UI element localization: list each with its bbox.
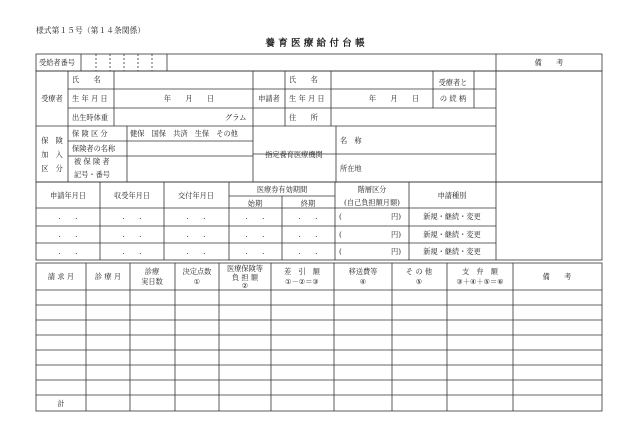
app-header-receipt-date: 収受年月日 xyxy=(114,191,150,200)
insurance-type-options[interactable]: 健保 国保 共済 生保 その他 xyxy=(130,129,238,138)
app-row-1-validity-start[interactable]: . . xyxy=(245,212,265,221)
applicant-name-label: 氏 名 xyxy=(289,75,318,84)
app-row-3-validity-start[interactable]: . . xyxy=(245,247,265,256)
bill-header-difference-1: 差 引 額 xyxy=(284,267,320,276)
bill-header-billing-month: 請 求 月 xyxy=(47,272,75,281)
remarks-field[interactable] xyxy=(497,72,601,181)
facility-name-field[interactable] xyxy=(368,127,495,153)
total-label: 計 xyxy=(57,399,65,408)
app-row-2-type[interactable]: 新規・継続・変更 xyxy=(423,230,481,239)
app-header-application-date: 申請年月日 xyxy=(50,191,86,200)
app-row-1-type[interactable]: 新規・継続・変更 xyxy=(423,212,481,221)
app-row-2-amount-close: 円) xyxy=(391,230,401,239)
insurer-name-label: 保険者の名称 xyxy=(72,144,116,153)
insured-label-2: 記号・番号 xyxy=(74,170,110,179)
app-row-2-validity-end[interactable]: . . xyxy=(298,230,318,239)
bill-header-difference-2: ①－②＝③ xyxy=(285,277,319,286)
patient-dob-value: 年 月 日 xyxy=(163,94,215,103)
app-row-1-issue-date[interactable]: . . xyxy=(186,212,206,221)
insurance-section-line-3: 区 分 xyxy=(41,164,63,173)
insurance-section-line-2: 加 入 xyxy=(41,150,63,159)
bill-header-other-2: ⑤ xyxy=(415,277,423,286)
app-row-3-amount-close: 円) xyxy=(391,247,401,256)
facility-name-label: 名 称 xyxy=(340,136,362,145)
bill-header-days-2: 実日数 xyxy=(141,277,163,286)
app-row-3-issue-date[interactable]: . . xyxy=(186,247,206,256)
facility-address-label: 所在地 xyxy=(340,164,362,173)
page-title: 養 育 医 療 給 付 台 帳 xyxy=(265,38,365,49)
app-row-2-application-date[interactable]: . . xyxy=(58,230,78,239)
applicant-name-field[interactable] xyxy=(332,72,432,88)
bill-header-remarks: 備 考 xyxy=(542,272,572,281)
bill-header-days-1: 診療 xyxy=(144,267,160,276)
insured-number-field[interactable] xyxy=(128,157,252,181)
app-header-validity-start: 始期 xyxy=(247,199,263,208)
patient-dob-label: 生 年 月 日 xyxy=(72,94,108,103)
insurance-section-line-1: 保 険 xyxy=(41,136,63,145)
app-row-3-receipt-date[interactable]: . . xyxy=(122,247,142,256)
app-row-2-issue-date[interactable]: . . xyxy=(186,230,206,239)
bill-header-payment-1: 支 弁 額 xyxy=(462,267,498,276)
relation-label-1: 受療者と xyxy=(438,78,468,87)
recipient-number-label: 受給者番号 xyxy=(39,58,75,67)
form-number: 様式第１５号（第１４条関係） xyxy=(36,26,146,35)
recipient-number-field[interactable] xyxy=(81,55,167,70)
app-row-1-receipt-date[interactable]: . . xyxy=(122,212,142,221)
bill-header-transport-2: ④ xyxy=(359,277,367,286)
birth-weight-unit: グラム xyxy=(225,113,247,122)
app-row-1-validity-end[interactable]: . . xyxy=(298,212,318,221)
applicant-section-label: 申請者 xyxy=(258,94,280,103)
insurance-type-label: 保 険 区 分 xyxy=(72,129,108,138)
applicant-dob-value: 年 月 日 xyxy=(368,94,420,103)
patient-name-label: 氏 名 xyxy=(72,75,101,84)
app-header-validity-period: 医療券有効期間 xyxy=(256,185,308,194)
app-row-3-amount-open: ( xyxy=(339,247,342,256)
app-header-application-type: 申請種別 xyxy=(437,191,467,200)
bill-header-insurance-share-3: ② xyxy=(241,281,249,290)
bill-header-insurance-share-1: 医療保険等 xyxy=(227,264,263,273)
app-row-2-amount-open: ( xyxy=(339,230,342,239)
applicant-dob-label: 生 年 月 日 xyxy=(289,94,325,103)
facility-address-field[interactable] xyxy=(368,155,495,181)
bill-header-points-2: ① xyxy=(193,277,201,286)
billing-entry-area[interactable] xyxy=(37,291,601,394)
bill-header-other-1: そ の 他 xyxy=(405,267,433,276)
applicant-address-field[interactable] xyxy=(332,109,495,125)
app-header-tier-sub: (自己負担額月額) xyxy=(344,198,400,207)
relation-label-2: の 続 柄 xyxy=(439,94,467,103)
app-row-1-application-date[interactable]: . . xyxy=(58,212,78,221)
app-header-issue-date: 交付年月日 xyxy=(178,191,214,200)
app-row-3-type[interactable]: 新規・継続・変更 xyxy=(423,247,481,256)
insurer-name-field[interactable] xyxy=(128,142,252,155)
app-row-1-amount-close: 円) xyxy=(391,212,401,221)
relation-field[interactable] xyxy=(475,72,495,107)
app-row-2-validity-start[interactable]: . . xyxy=(245,230,265,239)
app-row-2-receipt-date[interactable]: . . xyxy=(122,230,142,239)
bill-header-points-1: 決定点数 xyxy=(182,267,212,276)
bill-header-treatment-month: 診 療 月 xyxy=(94,272,122,281)
patient-section-label: 受療者 xyxy=(41,94,63,103)
bill-header-insurance-share-2: 負 担 額 xyxy=(231,273,259,282)
bill-header-transport-1: 移送費等 xyxy=(348,267,378,276)
app-header-tier: 階層区分 xyxy=(357,185,387,194)
applicant-address-label: 住 所 xyxy=(289,113,318,122)
designated-facility-label: 指定養育医療機関 xyxy=(265,150,323,159)
app-header-validity-end: 終期 xyxy=(300,199,316,208)
birth-weight-label: 出生時体重 xyxy=(72,113,108,122)
app-row-3-application-date[interactable]: . . xyxy=(58,247,78,256)
app-row-3-validity-end[interactable]: . . xyxy=(298,247,318,256)
insured-label-1: 被 保 険 者 xyxy=(74,157,110,166)
app-row-1-amount-open: ( xyxy=(339,212,342,221)
patient-name-field[interactable] xyxy=(115,72,252,88)
remarks-label: 備 考 xyxy=(534,58,564,67)
bill-header-payment-2: ③＋④＋⑤＝⑥ xyxy=(456,277,504,286)
